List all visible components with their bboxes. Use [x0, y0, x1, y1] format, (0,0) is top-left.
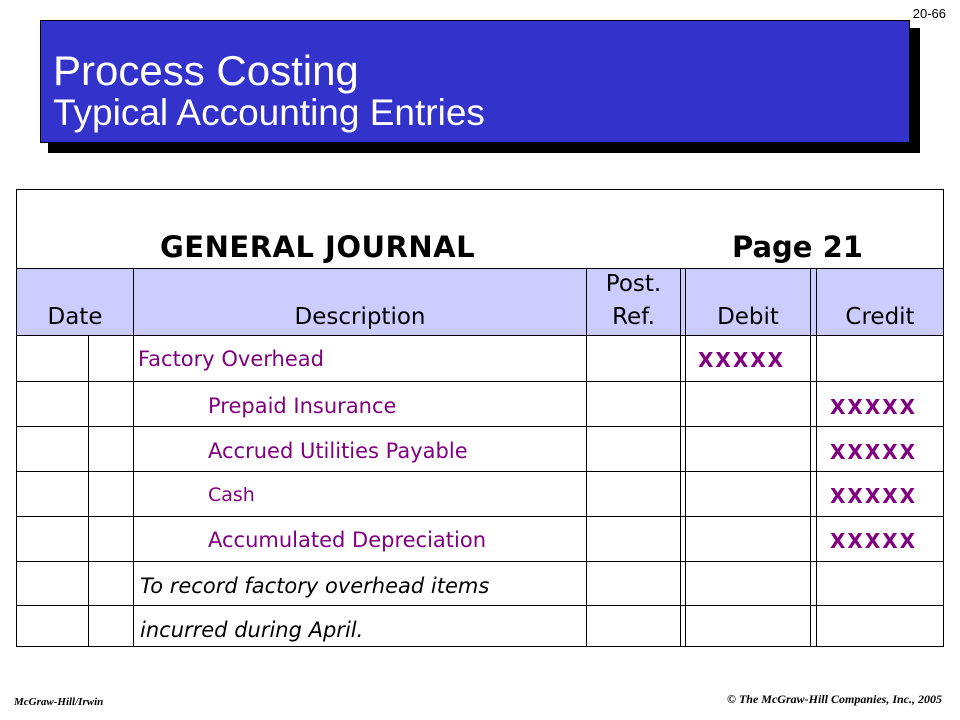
divider-date-sub	[88, 336, 89, 647]
row-line-2	[17, 426, 943, 427]
footer-copyright: © The McGraw-Hill Companies, Inc., 2005	[727, 692, 942, 706]
row-line-1	[17, 381, 943, 382]
journal-page-label: Page 21	[732, 230, 863, 264]
row-2-credit: XXXXX	[830, 440, 918, 464]
row-1-description: Prepaid Insurance	[208, 394, 397, 418]
header-credit: Credit	[845, 304, 915, 330]
divider-credit-left-a	[810, 268, 811, 647]
row-4-description: Accumulated Depreciation	[208, 528, 487, 552]
row-line-5	[17, 561, 943, 562]
row-3-credit: XXXXX	[830, 484, 918, 508]
row-2-description: Accrued Utilities Payable	[208, 439, 468, 463]
header-postref-1: Post.	[605, 271, 662, 297]
row-line-4	[17, 516, 943, 517]
journal-title: GENERAL JOURNAL	[160, 230, 476, 264]
title-sub: Typical Accounting Entries	[53, 92, 485, 133]
header-postref-2: Ref.	[612, 304, 655, 330]
header-description: Description	[294, 304, 426, 330]
header-debit: Debit	[717, 304, 779, 330]
row-4-credit: XXXXX	[830, 529, 918, 553]
slide-number: 20-66	[912, 6, 946, 21]
title-main: Process Costing	[53, 47, 359, 94]
divider-debit-left-a	[680, 268, 681, 647]
row-3-description: Cash	[208, 484, 255, 506]
row-line-6	[17, 605, 943, 606]
row-0-debit: XXXXX	[698, 348, 786, 372]
title-box	[40, 20, 910, 143]
row-5-description: To record factory overhead items	[140, 574, 490, 598]
row-1-credit: XXXXX	[830, 395, 918, 419]
row-6-description: incurred during April.	[140, 618, 364, 642]
header-date: Date	[47, 304, 103, 330]
row-line-3	[17, 471, 943, 472]
row-0-description: Factory Overhead	[138, 347, 324, 371]
footer-publisher: McGraw-Hill/Irwin	[14, 696, 104, 708]
